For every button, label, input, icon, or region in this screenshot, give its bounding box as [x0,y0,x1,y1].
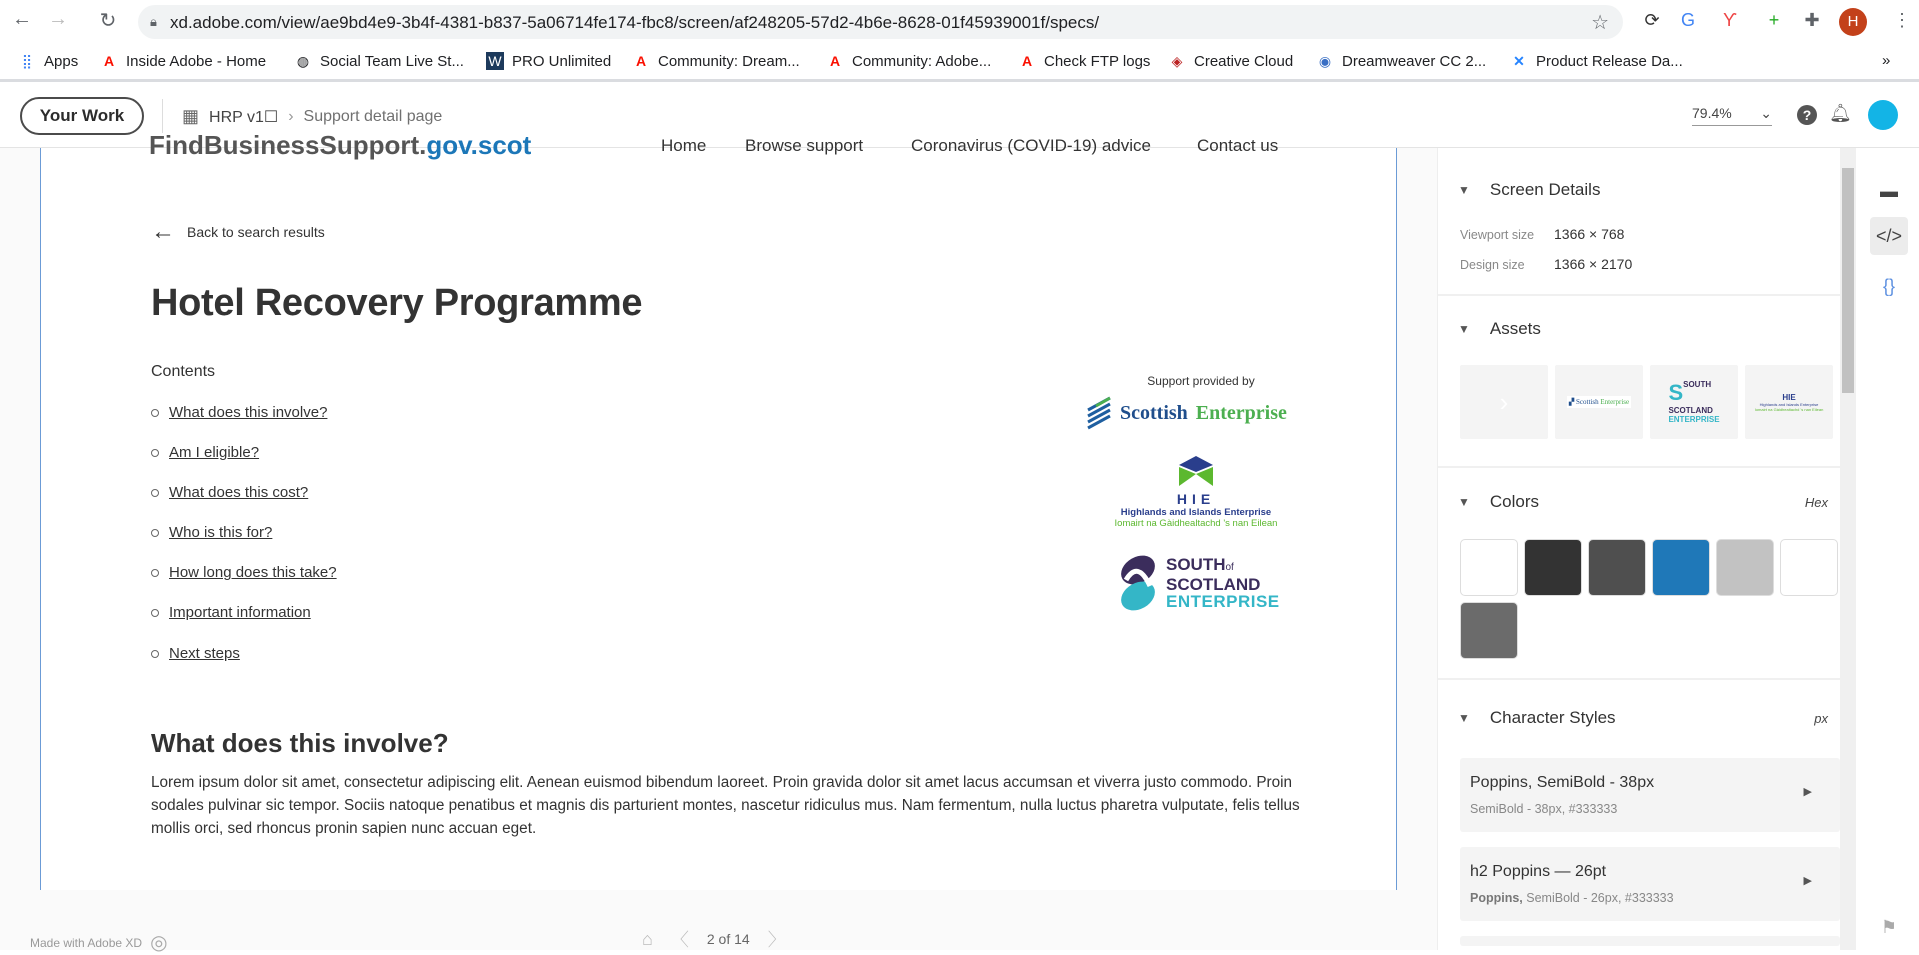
bookmark-label: Inside Adobe - Home [126,52,267,70]
logo-word: Iomairt na Gàidhealtachd 's nan Eilean [1754,406,1824,412]
hie-emblem-icon [1179,456,1213,486]
bullet-icon [151,529,159,537]
logo-word: Iomairt na Gàidhealtachd 's nan Eilean [1114,518,1278,529]
panel-scrollbar[interactable] [1840,148,1856,950]
style-detail [1470,802,1617,816]
bullet-icon [151,609,159,617]
site-header [41,130,1396,164]
adobe-icon: A [103,53,115,69]
creative-cloud-icon: ◈ [1171,53,1183,69]
screen-pager [642,926,786,952]
toc-link[interactable]: Important information [169,604,311,621]
prev-screen-button[interactable]: 〈 [670,930,689,950]
divider [1438,294,1841,296]
sose-emblem-icon [1116,550,1160,616]
toc-item [151,404,327,421]
logo-word: SCOTLAND [1668,406,1713,415]
color-swatch[interactable] [1460,602,1518,659]
logo-mini: ▞ Scottish Enterprise [1568,398,1630,406]
lock-icon: 🔒︎ [150,14,157,29]
style-font: Poppins, [1470,891,1523,905]
logo-domain: gov.scot [426,130,532,160]
dreamweaver-icon: ◉ [1318,53,1332,69]
more-bookmarks-button[interactable]: » [1882,52,1891,69]
profile-avatar[interactable]: H [1839,8,1867,36]
chevron-right-icon: › [1499,386,1509,417]
kv-value: 1366 × 2170 [1554,256,1633,272]
chevron-right-icon: › [288,107,294,125]
toc-link[interactable]: Next steps [169,645,240,662]
bookmark-social-team[interactable] [294,52,464,70]
specs-panel [1437,148,1840,950]
arrow-left-icon: ← [151,218,175,245]
comment-icon[interactable]: ▬ [1880,181,1898,201]
bookmark-creative-cloud[interactable] [1168,52,1293,70]
chevron-down-icon: ▼ [1458,495,1470,509]
color-swatches [1460,539,1840,659]
kv-value: 1366 × 768 [1554,226,1625,242]
logo-word: HIE [1176,491,1216,507]
globe-icon: ◍ [296,53,310,69]
bookmark-pro-unlimited[interactable] [486,52,611,70]
bookmark-label: Community: Dream... [658,52,800,70]
bullet-icon [151,489,159,497]
logo-text: FindBusinessSupport. [149,130,427,160]
made-with-label: Made with Adobe XD [30,935,143,950]
toc-link[interactable]: What does this involve? [169,404,328,421]
next-screen-button[interactable]: 〉 [767,930,786,950]
home-icon[interactable]: ⌂ [642,928,653,949]
translate-extension-icon[interactable]: G [1680,10,1695,30]
logo-word: ENTERPRISE [1668,415,1720,424]
breadcrumb-screen: Support detail page [303,107,443,125]
site-logo [149,130,531,161]
bookmark-label: Check FTP logs [1044,52,1151,70]
nav-coronavirus[interactable]: Coronavirus (COVID-19) advice [911,136,1151,155]
divider [162,99,163,133]
unit-toggle[interactable]: px [1814,710,1828,726]
color-swatch[interactable] [1652,539,1710,596]
logo-word: Highlands and Islands Enterprise [1759,401,1819,407]
scrollbar-thumb[interactable] [1842,168,1854,393]
chevron-down-icon: ⌄ [1760,105,1772,121]
contents-heading: Contents [151,363,216,380]
pager-label: 2 of 14 [706,931,750,947]
style-name: h2 Poppins — 26pt [1470,863,1607,880]
toc-link[interactable]: What does this cost? [169,484,309,501]
braces-icon[interactable]: {} [1882,276,1896,296]
section-title: Assets [1489,319,1541,338]
toc-link[interactable]: Who is this for? [169,524,273,541]
nav-contact[interactable]: Contact us [1197,136,1279,155]
kv-label: Design size [1460,258,1525,272]
toc-item [151,484,308,501]
asset-thumb-chevron[interactable] [1460,365,1548,439]
toc-item [151,524,272,541]
asset-thumb-scottish-enterprise[interactable] [1555,365,1643,439]
section-title: Screen Details [1489,180,1601,199]
kv-label: Viewport size [1460,228,1535,242]
bookmark-community-adobe[interactable] [826,52,991,70]
creative-cloud-icon: ◎ [150,932,168,954]
style-spec: SemiBold - 38px, #333333 [1470,802,1618,816]
bullet-icon [151,569,159,577]
w-icon: W [486,52,504,70]
divider [1438,678,1841,680]
star-icon[interactable]: ☆ [1591,12,1609,34]
scottish-enterprise-logo [1086,396,1287,430]
bookmark-dreamweaver[interactable] [1316,52,1486,70]
menu-dots-icon[interactable]: ⋮ [1893,10,1911,30]
logo-word: Enterprise [1600,398,1630,406]
color-swatch[interactable] [1588,539,1646,596]
logo-word: Enterprise [1195,401,1287,424]
puzzle-icon[interactable]: ✚ [1804,10,1820,30]
toc-item [151,564,337,581]
logo-word: ENTERPRISE [1166,592,1280,611]
caret-right-icon: ▶ [1803,786,1812,798]
breadcrumb [182,106,442,127]
logo-word: of [1225,562,1234,573]
south-of-scotland-enterprise-logo [1116,550,1280,616]
logo-word: SOUTH [1166,555,1226,574]
section-title: Character Styles [1489,708,1616,727]
assets-header[interactable] [1458,319,1541,339]
bookmark-inside-adobe[interactable] [100,52,266,70]
chevron-down-icon: ▼ [1458,183,1470,197]
bookmark-label: Community: Adobe... [852,52,992,70]
character-styles-header[interactable] [1458,708,1828,728]
logo-word: SOUTH [1683,380,1712,389]
style-name: Poppins, SemiBold - 38px [1470,774,1655,791]
apps-grid-icon: ⣿ [21,53,33,69]
section-paragraph: Lorem ipsum dolor sit amet, consectetur adipiscing elit. Aenean euismod bibendum laoreet. Proin gravida dolor sit amet lacus accumsan et viverra justo commodo. Proin sodales pulvinar sic tempor. Sociis natoque penatibus et magnis dis parturient montes, nascetur ridiculus mus. Nam fermentum, nulla luctus pharetra vulputate, felis tellus mollis orci, sed rhoncus pronin sapien nunc accuan eget. [151,774,1300,837]
design-size [1460,256,1633,272]
asset-thumb-sose[interactable] [1650,365,1738,439]
zoom-value: 79.4% [1692,105,1732,121]
color-swatch[interactable] [1716,539,1774,596]
bookmark-apps[interactable] [18,52,78,70]
user-avatar[interactable] [1868,100,1898,130]
forward-icon[interactable]: → [48,8,68,30]
caret-right-icon: ▶ [1803,875,1812,887]
bullet-icon [151,449,159,457]
nav-browse-support[interactable]: Browse support [745,136,864,155]
bookmark-product-release[interactable] [1510,52,1683,70]
toc-link[interactable]: Am I eligible? [169,444,260,461]
breadcrumb-project[interactable]: HRP v1☐ [209,108,279,126]
tool-extension-icon[interactable]: ϒ [1723,10,1737,30]
screen-details-header[interactable] [1458,180,1600,200]
toc-item [151,444,259,461]
support-provided-label: Support provided by [1147,374,1255,388]
sync-extension-icon[interactable]: ⟳ [1644,10,1660,30]
divider [1438,466,1841,468]
bookmark-label: PRO Unlimited [512,52,612,70]
viewport-size [1460,226,1625,242]
chevron-down-icon: ▼ [1458,322,1470,336]
back-label: Back to search results [187,224,325,240]
page-title: Hotel Recovery Programme [151,282,643,324]
toc-link[interactable]: How long does this take? [169,564,337,581]
bookmark-community-dream[interactable] [632,52,800,70]
flag-icon[interactable]: ⚑ [1880,917,1898,937]
logo-word: Scottish [1576,398,1599,406]
adobe-icon: A [635,53,647,69]
toc-item [151,604,311,621]
design-canvas [0,130,1437,954]
style-detail [1470,891,1674,905]
hie-logo [1101,456,1291,529]
bookmark-check-ftp[interactable] [1018,52,1150,70]
adobe-icon: A [829,53,841,69]
bullet-icon [151,409,159,417]
right-rail [1857,148,1919,950]
color-swatch[interactable] [1780,539,1838,596]
confluence-icon: ✕ [1513,53,1525,69]
artboard [40,130,1397,890]
logo-word: HIE [1782,392,1796,402]
grid-icon[interactable]: ▦ [182,106,200,126]
bookmark-label: Apps [44,52,79,70]
logo-word: SCOTLAND [1166,575,1261,594]
section-heading: What does this involve? [151,728,449,758]
help-icon[interactable]: ? [1797,105,1817,125]
bookmark-label: Creative Cloud [1194,52,1294,70]
bell-icon[interactable]: 🔔︎ [1829,103,1852,123]
adobe-icon: A [1021,53,1033,69]
character-style-card[interactable] [1460,936,1840,946]
add-extension-icon[interactable]: + [1768,10,1780,30]
toc-item [151,645,240,662]
waves-icon [1086,396,1112,430]
back-link[interactable] [151,218,325,246]
bookmark-label: Product Release Da... [1536,52,1683,70]
asset-thumb-hie[interactable] [1745,365,1833,439]
zoom-select[interactable] [1692,105,1772,126]
browser-toolbar [0,0,1919,44]
bullet-icon [151,650,159,658]
logo-mini: SSOUTH SCOTLAND ENTERPRISE [1668,380,1720,424]
character-style-card[interactable] [1460,758,1840,832]
code-icon[interactable]: </> [1870,217,1908,255]
made-with-xd [30,930,168,955]
back-icon[interactable]: ← [12,8,32,30]
bookmark-label: Dreamweaver CC 2... [1342,52,1487,70]
logo-word: Scottish [1120,401,1188,424]
logo-word: Highlands and Islands Enterprise [1120,507,1272,518]
color-format-toggle[interactable]: Hex [1804,494,1828,510]
character-style-card[interactable] [1460,847,1840,921]
url-text: xd.adobe.com/view/ae9bd4e9-3b4f-4381-b837-5a06714fe174-fbc8/screen/af248205-57d2-4b6e-8628-01f45939001f/specs/ [170,13,1100,32]
section-title: Colors [1489,492,1540,511]
your-work-button[interactable]: Your Work [20,97,144,135]
bookmark-label: Social Team Live St... [320,52,464,70]
colors-header[interactable] [1458,492,1828,512]
bookmarks-bar [0,44,1919,82]
color-swatch[interactable] [1460,539,1518,596]
style-spec: SemiBold - 26px, #333333 [1522,891,1674,905]
chevron-down-icon: ▼ [1458,711,1470,725]
nav-home[interactable]: Home [661,136,707,155]
reload-icon[interactable]: ↻ [99,10,117,32]
color-swatch[interactable] [1524,539,1582,596]
address-bar[interactable] [138,5,1623,39]
